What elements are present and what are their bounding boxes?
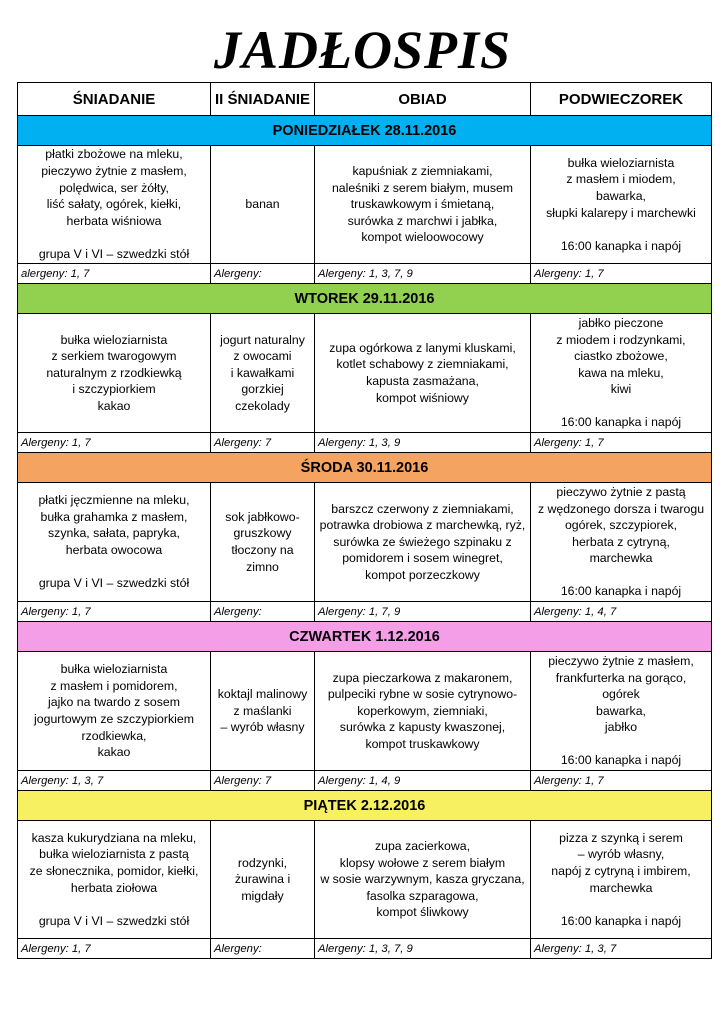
allergens-cell-second-breakfast: Alergeny: (211, 939, 315, 959)
menu-cell-breakfast (18, 652, 211, 771)
day-heading: ŚRODA 30.11.2016 (18, 453, 712, 483)
allergens-cell-breakfast: Alergeny: 1, 7 (18, 939, 211, 959)
menu-cell-afternoon-snack (531, 483, 712, 602)
menu-text: płatki jęczmienne na mleku, bułka grahamka z masłem, szynka, sałata, papryka, herbata owocowa grupa V i VI – szwedzki stół (38, 493, 190, 591)
allergens-cell-breakfast: Alergeny: 1, 7 (18, 433, 211, 453)
header-row (18, 83, 712, 116)
menu-cell-lunch (315, 652, 531, 771)
allergens-cell-lunch: Alergeny: 1, 3, 9 (315, 433, 531, 453)
menu-text: zupa pieczarkowa z makaronem, pulpeciki rybne w sosie cytrynowo- koperkowym, ziemniaki, surówka z kapusty kwaszonej, kompot truskawkowy (327, 670, 518, 751)
allergens-cell-afternoon-snack: Alergeny: 1, 4, 7 (531, 602, 712, 622)
allergens-cell-lunch: Alergeny: 1, 3, 7, 9 (315, 264, 531, 284)
menu-cell-breakfast (18, 314, 211, 433)
menu-cell-second-breakfast (211, 483, 315, 602)
day-row (18, 116, 712, 146)
menu-cell-second-breakfast (211, 146, 315, 264)
menu-text: kasza kukurydziana na mleku, bułka wieloziarnista z pastą ze słonecznika, pomidor, kiełki, herbata ziołowa grupa V i VI – szwedzki stół (29, 830, 199, 928)
menu-text: rodzynki, żurawina i migdały (234, 855, 291, 903)
menu-cell-second-breakfast (211, 652, 315, 771)
allergens-cell-second-breakfast: Alergeny: 7 (211, 433, 315, 453)
menu-text: barszcz czerwony z ziemniakami, potrawka drobiowa z marchewką, ryż, surówka ze świeżego szpinaku z pomidorem i sosem winegret, kompot porzeczkowy (319, 501, 526, 582)
menu-row (18, 483, 712, 602)
menu-cell-breakfast (18, 483, 211, 602)
menu-cell-afternoon-snack (531, 146, 712, 264)
allergens-cell-afternoon-snack: Alergeny: 1, 7 (531, 771, 712, 791)
day-heading: CZWARTEK 1.12.2016 (18, 622, 712, 652)
menu-cell-lunch (315, 821, 531, 939)
menu-text: jogurt naturalny z owocami i kawałkami gorzkiej czekolady (220, 332, 305, 413)
allergens-row (18, 264, 712, 284)
menu-cell-lunch (315, 146, 531, 264)
menu-cell-afternoon-snack (531, 652, 712, 771)
day-heading: WTOREK 29.11.2016 (18, 284, 712, 314)
header-breakfast: ŚNIADANIE (18, 83, 211, 116)
allergens-cell-second-breakfast: Alergeny: 7 (211, 771, 315, 791)
menu-row (18, 314, 712, 433)
allergens-cell-second-breakfast: Alergeny: (211, 602, 315, 622)
menu-text: jabłko pieczone z miodem i rodzynkami, ciastko zbożowe, kawa na mleku, kiwi 16:00 kanapka i napój (556, 315, 686, 430)
menu-text: pizza z szynką i serem – wyrób własny, napój z cytryną i imbirem, marchewka 16:00 kanapka i napój (551, 830, 691, 928)
allergens-cell-breakfast: Alergeny: 1, 3, 7 (18, 771, 211, 791)
allergens-row (18, 433, 712, 453)
menu-table (17, 82, 712, 959)
menu-cell-lunch (315, 483, 531, 602)
menu-text: płatki zbożowe na mleku, pieczywo żytnie z masłem, polędwica, ser żółty, liść sałaty, ogórek, kiełki, herbata wiśniowa grupa V i VI – szwedzki stół (38, 147, 190, 261)
allergens-cell-lunch: Alergeny: 1, 3, 7, 9 (315, 939, 531, 959)
allergens-cell-breakfast: Alergeny: 1, 7 (18, 602, 211, 622)
allergens-cell-afternoon-snack: Alergeny: 1, 7 (531, 264, 712, 284)
menu-text: sok jabłkowo- gruszkowy tłoczony na zimno (225, 509, 300, 574)
menu-row (18, 652, 712, 771)
menu-text: pieczywo żytnie z pastą z wędzonego dorsza i twarogu ogórek, szczypiorek, herbata z cytryną, marchewka 16:00 kanapka i napój (537, 484, 705, 599)
menu-row (18, 146, 712, 264)
day-row (18, 622, 712, 652)
allergens-row (18, 939, 712, 959)
menu-text: zupa zacierkowa, klopsy wołowe z serem białym w sosie warzywnym, kasza gryczana, fasolka szparagowa, kompot śliwkowy (320, 839, 525, 920)
menu-text: banan (245, 197, 280, 212)
menu-text: kapuśniak z ziemniakami, naleśniki z serem białym, musem truskawkowym i śmietaną, surówka z marchwi i jabłka, kompot wieloowocowy (331, 164, 514, 245)
menu-cell-lunch (315, 314, 531, 433)
page-title: JADŁOSPIS (213, 20, 512, 80)
menu-text: zupa ogórkowa z lanymi kluskami, kotlet schabowy z ziemniakami, kapusta zasmażana, kompot wiśniowy (329, 340, 516, 405)
allergens-cell-afternoon-snack: Alergeny: 1, 7 (531, 433, 712, 453)
menu-cell-breakfast (18, 146, 211, 264)
menu-cell-second-breakfast (211, 821, 315, 939)
allergens-row (18, 602, 712, 622)
menu-text: bułka wieloziarnista z masłem i pomidorem, jajko na twardo z sosem jogurtowym ze szczypiorkiem rzodkiewka, kakao (34, 662, 194, 760)
day-heading: PONIEDZIAŁEK 28.11.2016 (18, 116, 712, 146)
menu-cell-second-breakfast (211, 314, 315, 433)
allergens-row (18, 771, 712, 791)
menu-cell-afternoon-snack (531, 314, 712, 433)
menu-text: bułka wieloziarnista z serkiem twarogowym naturalnym z rzodkiewką i szczypiorkiem kakao (46, 332, 182, 413)
day-row (18, 453, 712, 483)
day-heading: PIĄTEK 2.12.2016 (18, 791, 712, 821)
menu-text: bułka wieloziarnista z masłem i miodem, bawarka, słupki kalarepy i marchewki 16:00 kanapka i napój (546, 155, 696, 253)
menu-text: pieczywo żytnie z masłem, frankfurterka na gorąco, ogórek bawarka, jabłko 16:00 kanapka i napój (548, 653, 694, 768)
header-second-breakfast: II ŚNIADANIE (211, 83, 315, 116)
menu-text: koktajl malinowy z maślanki – wyrób własny (217, 687, 308, 735)
menu-cell-afternoon-snack (531, 821, 712, 939)
allergens-cell-second-breakfast: Alergeny: (211, 264, 315, 284)
header-afternoon-snack: PODWIECZOREK (531, 83, 712, 116)
allergens-cell-lunch: Alergeny: 1, 4, 9 (315, 771, 531, 791)
day-row (18, 284, 712, 314)
menu-cell-breakfast (18, 821, 211, 939)
allergens-cell-lunch: Alergeny: 1, 7, 9 (315, 602, 531, 622)
day-row (18, 791, 712, 821)
header-lunch: OBIAD (315, 83, 531, 116)
allergens-cell-breakfast: alergeny: 1, 7 (18, 264, 211, 284)
allergens-cell-afternoon-snack: Alergeny: 1, 3, 7 (531, 939, 712, 959)
menu-row (18, 821, 712, 939)
